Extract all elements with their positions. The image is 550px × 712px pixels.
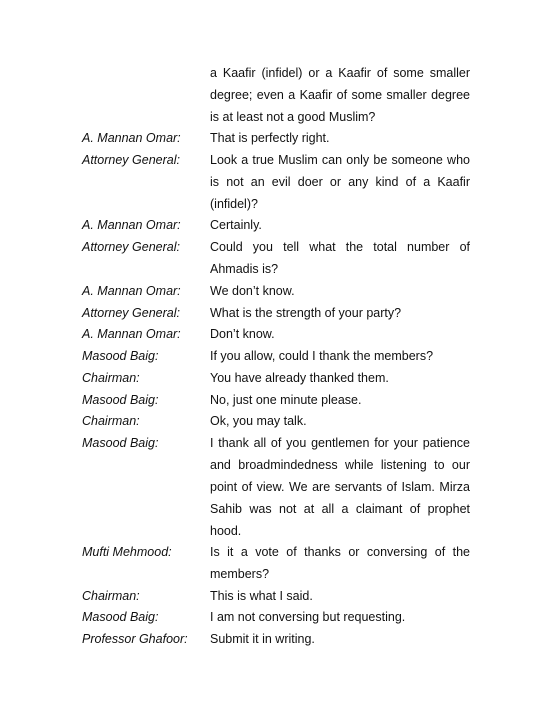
speech-text: Look a true Muslim can only be someone who is not an evil doer or any kind of a Kaafir (infidel)?	[210, 153, 470, 211]
speech-text: Could you tell what the total number of Ahmadis is?	[210, 240, 470, 276]
speaker-name: A. Mannan Omar:	[82, 327, 181, 341]
speaker-name: Attorney General:	[82, 153, 180, 167]
speech-text: If you allow, could I thank the members?	[210, 349, 434, 363]
speech-text: Ok, you may talk.	[210, 414, 307, 428]
speech-text: Certainly.	[210, 218, 262, 232]
speech-text: Submit it in writing.	[210, 632, 315, 646]
speech-text: You have already thanked them.	[210, 371, 389, 385]
speech-text: We don’t know.	[210, 284, 295, 298]
speaker-name: Masood Baig:	[82, 349, 159, 363]
speech-text: I am not conversing but requesting.	[210, 610, 406, 624]
speech-text: This is what I said.	[210, 589, 313, 603]
speaker-name: Masood Baig:	[82, 393, 159, 407]
speech-text: I thank all of you gentlemen for your patience and broadmindedness while listening to our point of view. We are servants of Islam. Mirza Sahib was not at all a claimant of prophet hood.	[210, 436, 470, 538]
speaker-name: A. Mannan Omar:	[82, 218, 181, 232]
speech-text: No, just one minute please.	[210, 393, 362, 407]
speaker-name: A. Mannan Omar:	[82, 284, 181, 298]
speaker-name: Attorney General:	[82, 240, 180, 254]
speaker-name: Chairman:	[82, 589, 140, 603]
speech-text: That is perfectly right.	[210, 131, 330, 145]
speaker-name: Chairman:	[82, 414, 140, 428]
speaker-name: Chairman:	[82, 371, 140, 385]
speaker-name: Mufti Mehmood:	[82, 545, 172, 559]
speaker-name: Masood Baig:	[82, 610, 159, 624]
speaker-name: A. Mannan Omar:	[82, 131, 181, 145]
speaker-name: Attorney General:	[82, 306, 180, 320]
speech-text: a Kaafir (infidel) or a Kaafir of some smaller degree; even a Kaafir of some smaller degree is at least not a good Muslim?	[210, 66, 470, 124]
speech-text: Don’t know.	[210, 327, 275, 341]
speaker-name: Masood Baig:	[82, 436, 159, 450]
speech-text: What is the strength of your party?	[210, 306, 402, 320]
speech-text: Is it a vote of thanks or conversing of the members?	[210, 545, 470, 581]
speaker-name: Professor Ghafoor:	[82, 632, 188, 646]
